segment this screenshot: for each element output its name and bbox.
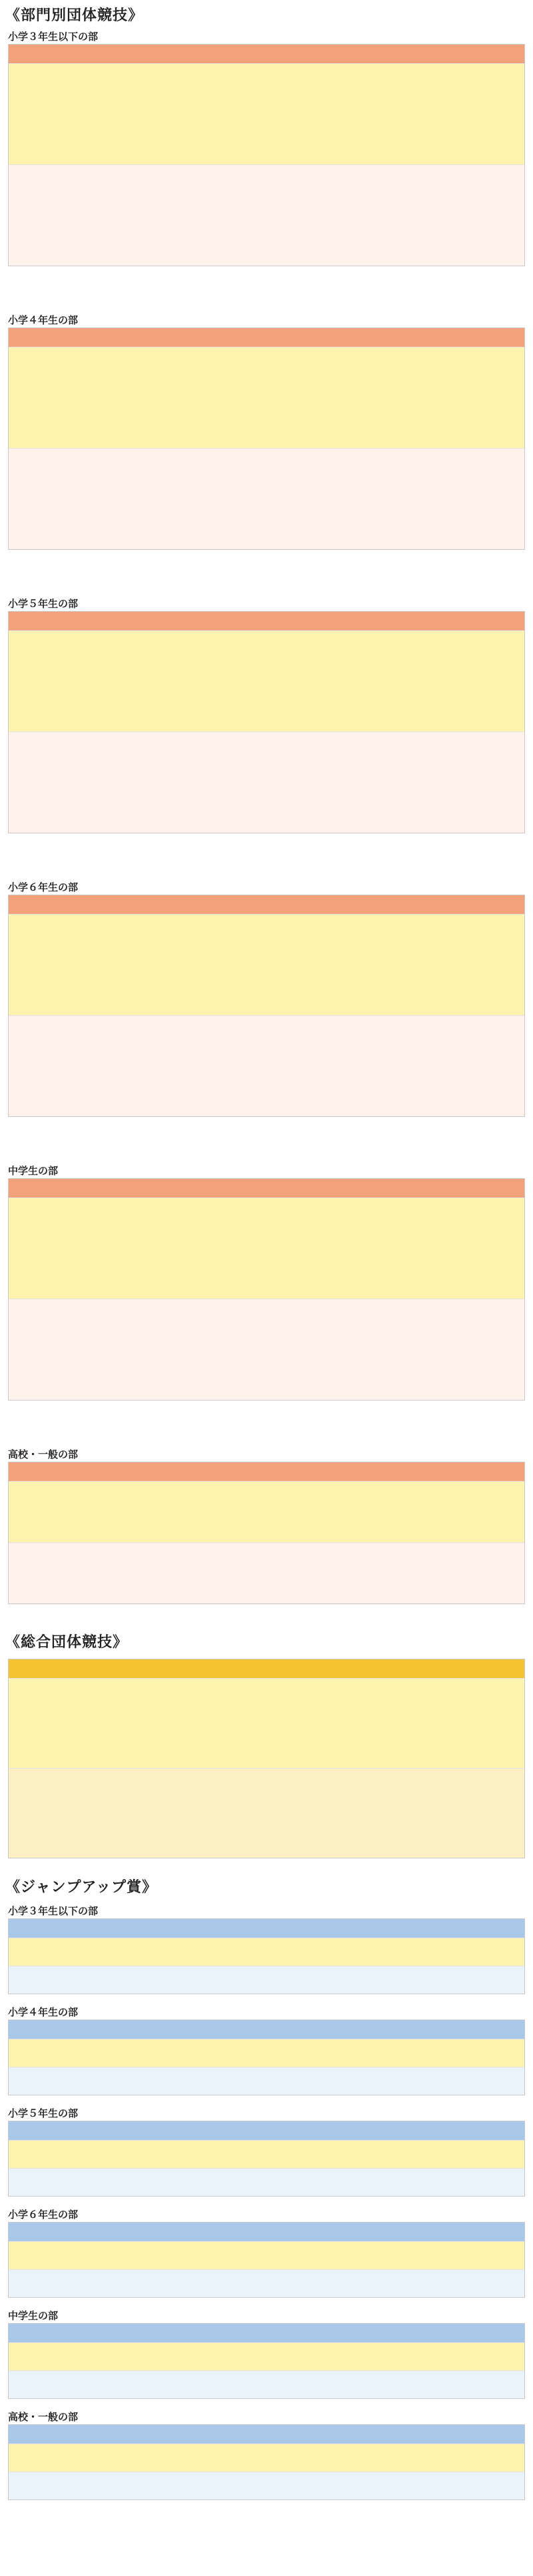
group-title-g3: 小学３年生以下の部 [8,31,99,43]
team-table-hs [8,1462,525,1604]
jump-table-jh [8,2323,525,2399]
jump-group-title-g5: 小学５年生の部 [8,2107,79,2119]
jump-group-title-g3: 小学３年生以下の部 [8,1905,99,1917]
jump-group-title-g4: 小学４年生の部 [8,2006,79,2018]
jump-group-title-g6: 小学６年生の部 [8,2209,79,2221]
team-table-jh [8,1178,525,1400]
jump-table-g3 [8,1918,525,1994]
group-title-g5: 小学５年生の部 [8,598,79,610]
jump-table-g5 [8,2121,525,2197]
team-table-g5 [8,611,525,833]
jump-group-title-hs: 高校・一般の部 [8,2411,79,2423]
jump-table-hs [8,2424,525,2500]
team-table-g4 [8,327,525,550]
group-title-g6: 小学６年生の部 [8,881,79,893]
group-title-g4: 小学４年生の部 [8,314,79,326]
jump-group-title-jh: 中学生の部 [8,2310,59,2322]
jump-table-g6 [8,2222,525,2298]
team-table-g3 [8,44,525,266]
jump-table-g4 [8,2020,525,2095]
section-title-dept: 《部門別団体競技》 [5,7,144,24]
overall-team-table [8,1659,525,1858]
group-title-hs: 高校・一般の部 [8,1448,79,1460]
team-table-g6 [8,895,525,1117]
group-title-jh: 中学生の部 [8,1165,59,1177]
section-title-overall: 《総合団体競技》 [5,1634,129,1651]
section-title-jump: 《ジャンプアップ賞》 [5,1879,158,1896]
